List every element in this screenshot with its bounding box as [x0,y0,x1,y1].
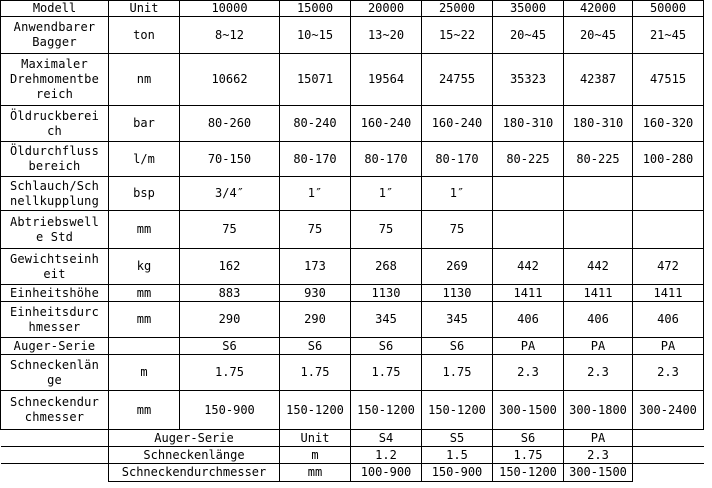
value-cell: 15071 [280,54,351,106]
table-row [1,54,704,106]
unit-cell: kg [109,249,180,285]
auger-row-label: Schneckenlänge [109,447,280,464]
table-row [1,391,704,430]
header-cell: 15000 [280,1,351,17]
header-cell: 10000 [180,1,280,17]
unit-cell: ton [109,17,180,54]
value-cell [493,177,564,211]
header-cell: 42000 [564,1,633,17]
value-cell: 80-225 [493,142,564,177]
value-cell: 80-170 [351,142,422,177]
value-cell: 345 [351,302,422,338]
auger-value-cell: 1.75 [493,447,564,464]
unit-cell [109,338,180,355]
row-label: Schneckenlän ge [1,355,109,391]
unit-cell: mm [109,302,180,338]
row-label: Maximaler Drehmomentbe reich [1,54,109,106]
value-cell: 160-240 [351,106,422,142]
value-cell: 1″ [280,177,351,211]
auger-header-cell: Unit [280,430,351,447]
value-cell: 2.3 [633,355,704,391]
row-label: Abtriebswell e Std [1,211,109,249]
empty-cell [1,430,109,447]
value-cell: 80-170 [422,142,493,177]
unit-cell: mm [109,211,180,249]
table-row [1,355,704,391]
value-cell: PA [493,338,564,355]
header-model-cell: Modell [1,1,109,17]
row-label: Gewichtseinh eit [1,249,109,285]
auger-value-cell: 300-1500 [564,464,633,482]
value-cell: 883 [180,285,280,302]
unit-cell: mm [109,285,180,302]
value-cell: 15~22 [422,17,493,54]
value-cell: 930 [280,285,351,302]
value-cell: 20~45 [564,17,633,54]
value-cell: 1″ [422,177,493,211]
auger-header-row [1,430,704,447]
auger-header-cell: S6 [493,430,564,447]
auger-value-cell: 1.2 [351,447,422,464]
table-row [1,142,704,177]
auger-header-label: Auger-Serie [109,430,280,447]
value-cell: 180-310 [493,106,564,142]
value-cell: 406 [493,302,564,338]
value-cell: 1130 [351,285,422,302]
table-row [1,285,704,302]
auger-header-cell: S4 [351,430,422,447]
value-cell: 269 [422,249,493,285]
table-row [1,249,704,285]
auger-unit-cell: mm [280,464,351,482]
value-cell: 345 [422,302,493,338]
row-label: Einheitsdurc hmesser [1,302,109,338]
value-cell: 150-1200 [351,391,422,430]
value-cell: 442 [493,249,564,285]
value-cell: 1.75 [422,355,493,391]
value-cell: 3/4″ [180,177,280,211]
value-cell: 1″ [351,177,422,211]
auger-header-cell: S5 [422,430,493,447]
auger-value-cell: 150-900 [422,464,493,482]
value-cell: S6 [180,338,280,355]
value-cell: PA [564,338,633,355]
table-row [1,338,704,355]
value-cell: 47515 [633,54,704,106]
unit-cell: m [109,355,180,391]
value-cell: 472 [633,249,704,285]
value-cell: 2.3 [564,355,633,391]
empty-cell [633,430,704,447]
value-cell: 160-320 [633,106,704,142]
value-cell: 70-150 [180,142,280,177]
auger-table-row [1,447,704,464]
value-cell: 80-170 [280,142,351,177]
row-label: Öldruckberei ch [1,106,109,142]
value-cell: 150-900 [180,391,280,430]
header-cell: Unit [109,1,180,17]
empty-cell [633,447,704,464]
value-cell: 75 [422,211,493,249]
value-cell: 24755 [422,54,493,106]
value-cell: 42387 [564,54,633,106]
value-cell: 1.75 [180,355,280,391]
row-label: Anwendbarer Bagger [1,17,109,54]
table-row [1,177,704,211]
header-cell: 35000 [493,1,564,17]
value-cell: 406 [564,302,633,338]
value-cell [633,177,704,211]
value-cell: 75 [280,211,351,249]
value-cell: S6 [280,338,351,355]
value-cell: 10662 [180,54,280,106]
value-cell: 300-2400 [633,391,704,430]
auger-table-row [1,464,704,482]
table-row [1,106,704,142]
value-cell: 2.3 [493,355,564,391]
row-label: Schlauch/Sch nellkupplung [1,177,109,211]
value-cell: 75 [351,211,422,249]
value-cell: 173 [280,249,351,285]
value-cell [564,211,633,249]
value-cell: 20~45 [493,17,564,54]
auger-value-cell: 1.5 [422,447,493,464]
table-row [1,302,704,338]
value-cell: 300-1800 [564,391,633,430]
empty-cell [1,447,109,464]
unit-cell: bar [109,106,180,142]
value-cell: 150-1200 [422,391,493,430]
value-cell: 442 [564,249,633,285]
auger-unit-cell: m [280,447,351,464]
value-cell: 80-240 [280,106,351,142]
value-cell: 8~12 [180,17,280,54]
value-cell: 19564 [351,54,422,106]
value-cell: 290 [180,302,280,338]
row-label: Schneckendur chmesser [1,391,109,430]
value-cell: 162 [180,249,280,285]
value-cell: 150-1200 [280,391,351,430]
table-row [1,17,704,54]
value-cell: 80-225 [564,142,633,177]
auger-header-cell: PA [564,430,633,447]
value-cell: 300-1500 [493,391,564,430]
row-label: Öldurchfluss bereich [1,142,109,177]
value-cell: S6 [351,338,422,355]
value-cell: 10~15 [280,17,351,54]
value-cell: 1.75 [351,355,422,391]
value-cell: 100-280 [633,142,704,177]
value-cell: 1130 [422,285,493,302]
auger-value-cell: 2.3 [564,447,633,464]
value-cell [493,211,564,249]
row-label: Einheitshöhe [1,285,109,302]
value-cell: 1.75 [280,355,351,391]
auger-value-cell: 150-1200 [493,464,564,482]
value-cell: 1411 [633,285,704,302]
value-cell: 35323 [493,54,564,106]
value-cell: 1411 [493,285,564,302]
value-cell: PA [633,338,704,355]
value-cell: 75 [180,211,280,249]
value-cell: 268 [351,249,422,285]
value-cell: 406 [633,302,704,338]
empty-cell [1,464,109,482]
value-cell: S6 [422,338,493,355]
value-cell: 160-240 [422,106,493,142]
unit-cell: nm [109,54,180,106]
row-label: Auger-Serie [1,338,109,355]
table-row [1,211,704,249]
value-cell: 180-310 [564,106,633,142]
header-cell: 50000 [633,1,704,17]
empty-cell [633,464,704,482]
value-cell [564,177,633,211]
value-cell: 1411 [564,285,633,302]
unit-cell: bsp [109,177,180,211]
value-cell: 13~20 [351,17,422,54]
value-cell: 80-260 [180,106,280,142]
unit-cell: l/m [109,142,180,177]
value-cell: 21~45 [633,17,704,54]
auger-value-cell: 100-900 [351,464,422,482]
value-cell [633,211,704,249]
unit-cell: mm [109,391,180,430]
header-cell: 25000 [422,1,493,17]
header-row [1,1,704,17]
auger-row-label: Schneckendurchmesser [109,464,280,482]
header-cell: 20000 [351,1,422,17]
value-cell: 290 [280,302,351,338]
